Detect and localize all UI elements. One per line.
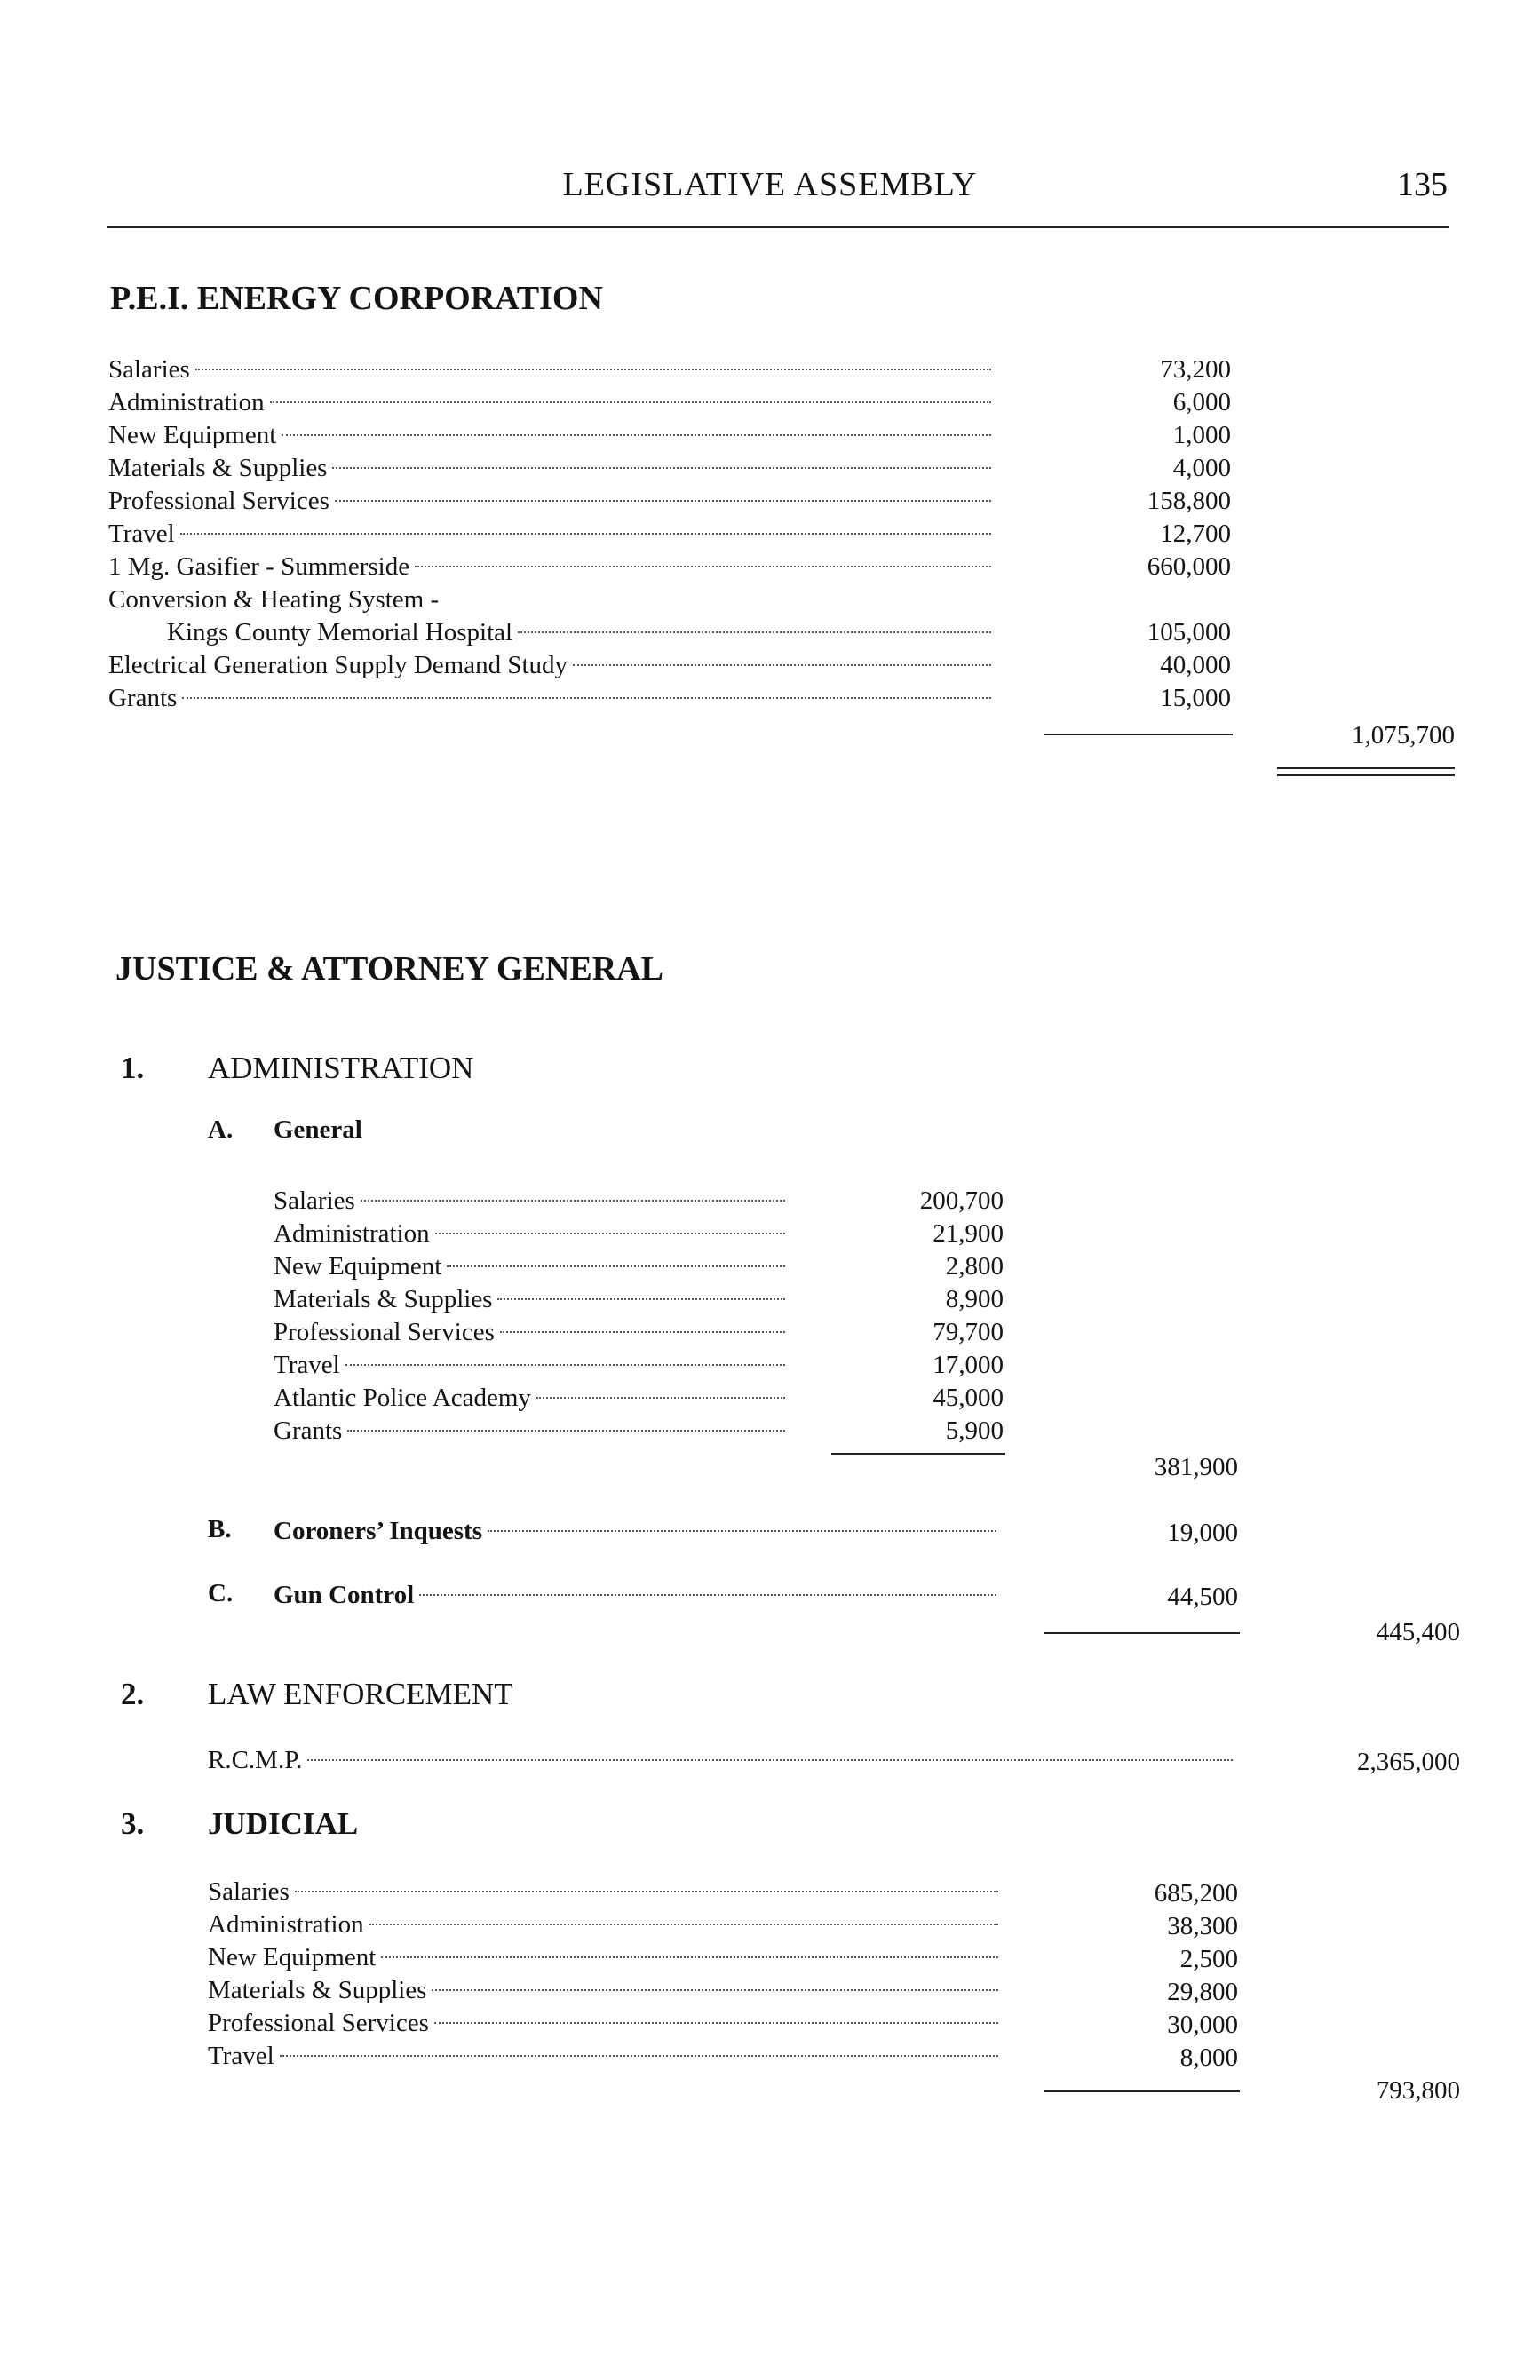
dot-leader xyxy=(347,1430,785,1432)
energy-row xyxy=(167,616,996,648)
dot-leader xyxy=(573,664,991,666)
energy-row-label: Professional Services xyxy=(108,487,329,515)
coroners-letter: B. xyxy=(208,1515,232,1543)
dot-leader xyxy=(361,1200,785,1202)
general-row-amount: 200,700 xyxy=(919,1186,1004,1215)
general-row-label: Professional Services xyxy=(274,1318,495,1346)
section-title-energy: P.E.I. ENERGY CORPORATION xyxy=(110,280,603,317)
energy-row-label: Administration xyxy=(108,388,265,416)
law-number: 2. xyxy=(121,1677,145,1711)
energy-row-amount: 15,000 xyxy=(1160,684,1231,712)
judicial-title: JUDICIAL xyxy=(208,1806,359,1841)
dot-leader xyxy=(332,467,991,469)
general-row-amount: 45,000 xyxy=(933,1384,1004,1412)
energy-row xyxy=(108,452,996,484)
total-double-rule-bottom xyxy=(1277,774,1455,776)
coroners-title: Coroners’ Inquests xyxy=(274,1517,482,1545)
dot-leader xyxy=(419,1594,996,1596)
general-row-label: New Equipment xyxy=(274,1252,442,1281)
judicial-row-label: Professional Services xyxy=(208,2009,429,2037)
judicial-row xyxy=(208,1908,1004,1940)
section-title-justice: JUSTICE & ATTORNEY GENERAL xyxy=(115,950,663,988)
dot-leader xyxy=(182,697,991,699)
energy-row-amount: 40,000 xyxy=(1160,651,1231,679)
dot-leader xyxy=(500,1331,785,1333)
energy-row xyxy=(108,518,996,550)
general-row-label: Administration xyxy=(274,1219,430,1248)
energy-row-amount: 158,800 xyxy=(1147,487,1231,515)
general-title: General xyxy=(274,1115,362,1144)
rcmp-amount: 2,365,000 xyxy=(1357,1748,1460,1776)
general-row-label: Salaries xyxy=(274,1186,355,1215)
judicial-row-label: Travel xyxy=(208,2042,274,2070)
dot-leader xyxy=(432,1989,998,1991)
gun-row xyxy=(274,1579,1002,1611)
judicial-row-amount: 685,200 xyxy=(1154,1879,1238,1908)
total-double-rule-top xyxy=(1277,767,1455,769)
energy-row xyxy=(108,583,996,615)
dot-leader xyxy=(270,401,991,403)
dot-leader xyxy=(415,566,991,567)
general-row-label: Materials & Supplies xyxy=(274,1285,493,1313)
gun-title: Gun Control xyxy=(274,1581,415,1609)
admin-total: 445,400 xyxy=(1376,1618,1460,1646)
dot-leader xyxy=(381,1956,998,1958)
rcmp-label: R.C.M.P. xyxy=(208,1746,303,1774)
judicial-row-amount: 30,000 xyxy=(1167,2011,1238,2039)
judicial-row-label: Materials & Supplies xyxy=(208,1976,427,2004)
judicial-row-amount: 2,500 xyxy=(1179,1945,1238,1973)
general-subtotal: 381,900 xyxy=(1154,1453,1238,1481)
dot-leader xyxy=(282,434,991,436)
judicial-row-label: New Equipment xyxy=(208,1943,377,1971)
judicial-row-label: Administration xyxy=(208,1910,364,1939)
energy-row xyxy=(108,386,996,418)
dot-leader xyxy=(435,1233,785,1234)
dot-leader xyxy=(497,1298,785,1300)
judicial-row xyxy=(208,1876,1004,1908)
judicial-row-amount: 8,000 xyxy=(1179,2043,1238,2072)
judicial-row xyxy=(208,2040,1004,2072)
energy-row xyxy=(108,419,996,451)
energy-total: 1,075,700 xyxy=(1352,721,1455,750)
energy-row-label: Grants xyxy=(108,684,178,712)
law-title: LAW ENFORCEMENT xyxy=(208,1677,513,1711)
general-row-amount: 5,900 xyxy=(945,1416,1004,1445)
dot-leader xyxy=(180,533,991,535)
dot-leader xyxy=(335,500,991,502)
general-row-label: Grants xyxy=(274,1416,343,1445)
energy-row-label: Travel xyxy=(108,520,175,548)
judicial-row-label: Salaries xyxy=(208,1877,290,1906)
general-row xyxy=(274,1316,790,1348)
energy-row-amount: 1,000 xyxy=(1172,421,1231,449)
energy-row-amount: 6,000 xyxy=(1172,388,1231,416)
dot-leader xyxy=(345,1364,785,1366)
gun-letter: C. xyxy=(208,1579,234,1607)
dot-leader xyxy=(280,2055,998,2057)
admin-title: ADMINISTRATION xyxy=(208,1051,474,1085)
general-row-amount: 2,800 xyxy=(945,1252,1004,1281)
general-row-label: Travel xyxy=(274,1351,340,1379)
energy-row-amount: 12,700 xyxy=(1160,520,1231,548)
energy-row xyxy=(108,682,996,714)
general-row xyxy=(274,1185,790,1217)
judicial-total: 793,800 xyxy=(1376,2076,1460,2105)
general-row xyxy=(274,1415,790,1447)
dot-leader xyxy=(369,1924,998,1925)
judicial-row xyxy=(208,2007,1004,2039)
coroners-amount: 19,000 xyxy=(1167,1519,1238,1547)
general-row xyxy=(274,1283,790,1315)
dot-leader xyxy=(434,2022,998,2024)
running-head: LEGISLATIVE ASSEMBLY xyxy=(562,166,978,203)
gun-amount: 44,500 xyxy=(1167,1583,1238,1611)
energy-row-label: New Equipment xyxy=(108,421,277,449)
energy-row-label: Materials & Supplies xyxy=(108,454,328,482)
general-row xyxy=(274,1382,790,1414)
admin-number: 1. xyxy=(121,1051,145,1085)
judicial-row xyxy=(208,1974,1004,2006)
header-rule xyxy=(107,226,1449,228)
subtotal-rule xyxy=(1044,734,1233,735)
coroners-row xyxy=(274,1515,1002,1547)
general-letter: A. xyxy=(208,1115,234,1144)
subtotal-rule xyxy=(1044,1632,1240,1634)
judicial-row xyxy=(208,1941,1004,1973)
rcmp-row xyxy=(208,1744,1238,1776)
energy-row-amount: 73,200 xyxy=(1160,355,1231,384)
general-row xyxy=(274,1218,790,1250)
general-row-amount: 8,900 xyxy=(945,1285,1004,1313)
page-number: 135 xyxy=(1397,166,1448,203)
energy-row xyxy=(108,551,996,583)
dot-leader xyxy=(518,631,991,633)
energy-row-amount: 4,000 xyxy=(1172,454,1231,482)
general-row-amount: 79,700 xyxy=(933,1318,1004,1346)
judicial-row-amount: 29,800 xyxy=(1167,1978,1238,2006)
general-row xyxy=(274,1349,790,1381)
dot-leader xyxy=(307,1759,1233,1761)
dot-leader xyxy=(447,1265,785,1267)
dot-leader xyxy=(536,1397,785,1399)
energy-row xyxy=(108,649,996,681)
energy-row-amount: 105,000 xyxy=(1147,618,1231,647)
judicial-number: 3. xyxy=(121,1806,145,1841)
energy-row-label: 1 Mg. Gasifier - Summerside xyxy=(108,552,410,581)
general-row-amount: 21,900 xyxy=(933,1219,1004,1248)
dot-leader xyxy=(195,369,991,370)
energy-row-label: Electrical Generation Supply Demand Study xyxy=(108,651,568,679)
energy-row-label: Salaries xyxy=(108,355,190,384)
general-row-label: Atlantic Police Academy xyxy=(274,1384,531,1412)
dot-leader xyxy=(295,1891,998,1892)
subtotal-rule xyxy=(1044,2090,1240,2092)
energy-row-label: Kings County Memorial Hospital xyxy=(167,618,513,647)
energy-row xyxy=(108,353,996,385)
energy-row-label: Conversion & Heating System - xyxy=(108,585,440,614)
energy-row xyxy=(108,485,996,517)
energy-row-amount: 660,000 xyxy=(1147,552,1231,581)
subtotal-rule xyxy=(831,1453,1005,1455)
dot-leader xyxy=(488,1530,996,1532)
general-row xyxy=(274,1250,790,1282)
general-row-amount: 17,000 xyxy=(933,1351,1004,1379)
judicial-row-amount: 38,300 xyxy=(1167,1912,1238,1940)
